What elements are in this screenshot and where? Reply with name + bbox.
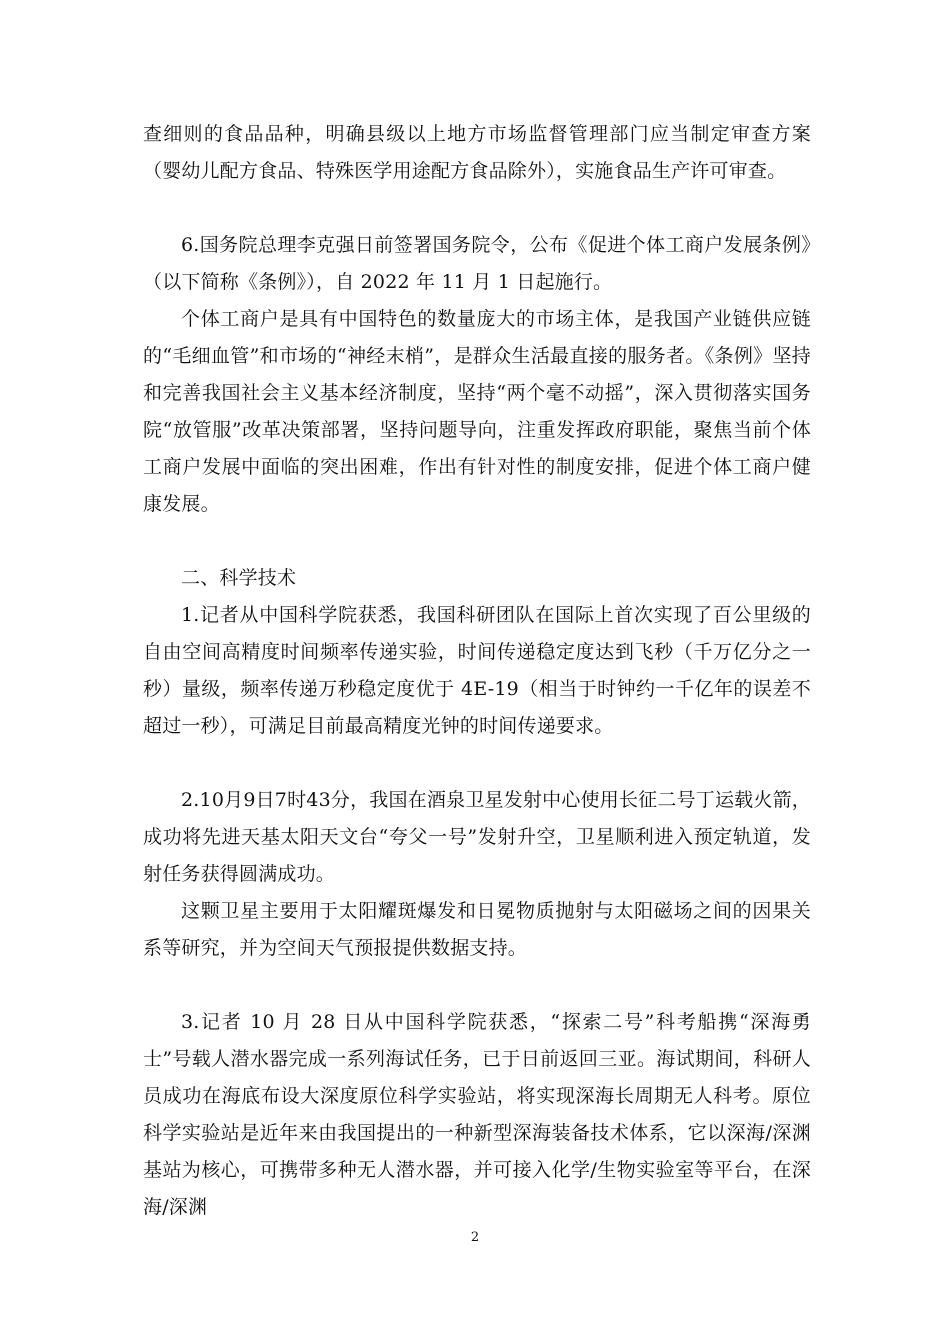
paragraph-satellite-purpose: 这颗卫星主要用于太阳耀斑爆发和日冕物质抛射与太阳磁场之间的因果关系等研究，并为空间天气预报提供数据支持。 xyxy=(143,900,811,959)
page-number: 2 xyxy=(470,1230,480,1245)
paragraph-food-license-continued: 查细则的食品品种，明确县级以上地方市场监督管理部门应当制定审查方案（婴幼儿配方食品、特殊医学用途配方食品除外），实施食品生产许可审查。 xyxy=(143,123,811,182)
paragraph-science-item-1: 1.记者从中国科学院获悉，我国科研团队在国际上首次实现了百公里级的自由空间高精度时间频率传递实验，时间传递稳定度达到飞秒（千万亿分之一秒）量级，频率传递万秒稳定度优于 4E-19（相当于时钟约一千亿年的误差不超过一秒），可满足目前最高精度光钟的时间传递要求。 xyxy=(143,604,811,737)
paragraph-item-6-regulation: 6.国务院总理李克强日前签署国务院令，公布《促进个体工商户发展条例》（以下简称《条例》），自 2022 年 11 月 1 日起施行。 xyxy=(143,234,811,293)
paragraph-individual-business: 个体工商户是具有中国特色的数量庞大的市场主体，是我国产业链供应链的“毛细血管”和市场的“神经末梢”，是群众生活最直接的服务者。《条例》坚持和完善我国社会主义基本经济制度，坚持“两个毫不动摇”，深入贯彻落实国务院“放管服”改革决策部署，坚持问题导向，注重发挥政府职能，聚焦当前个体工商户发展中面临的突出困难，作出有针对性的制度安排，促进个体工商户健康发展。 xyxy=(143,308,811,515)
section-heading-science-technology: 二、科学技术 xyxy=(181,567,297,589)
document-body xyxy=(143,116,811,1226)
paragraph-science-item-3: 3.记者 10 月 28 日从中国科学院获悉，“探索二号”科考船携“深海勇士”号载人潜水器完成一系列海试任务，已于日前返回三亚。海试期间，科研人员成功在海底布设大深度原位科学实验站，将实现深海长周期无人科考。原位科学实验站是近年来由我国提出的一种新型深海装备技术体系，它以深海/深渊基站为核心，可携带多种无人潜水器，并可接入化学/生物实验室等平台，在深海/深渊 xyxy=(143,1011,811,1218)
paragraph-science-item-2: 2.10月9日7时43分，我国在酒泉卫星发射中心使用长征二号丁运载火箭，成功将先进天基太阳天文台“夸父一号”发射升空，卫星顺利进入预定轨道，发射任务获得圆满成功。 xyxy=(143,789,811,885)
